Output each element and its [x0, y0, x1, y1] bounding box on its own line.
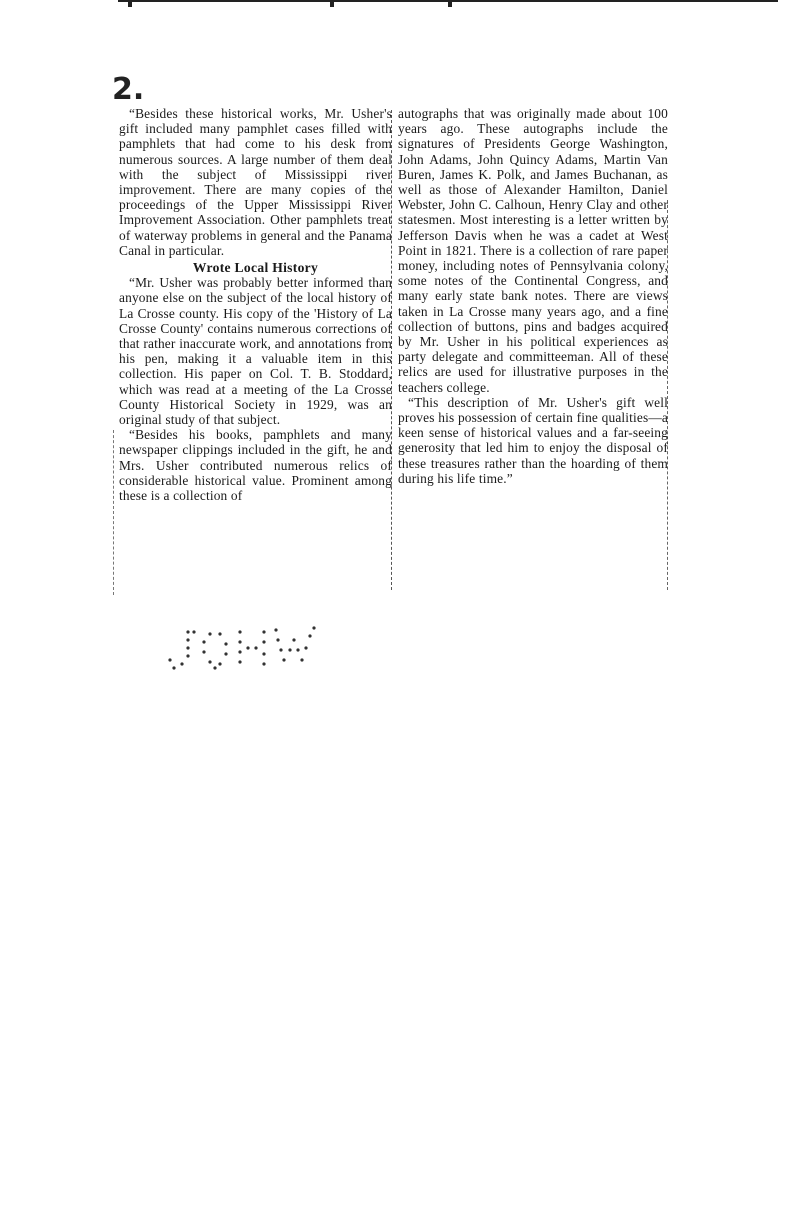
paragraph-autographs: autographs that was originally made about 100 years ago. These autographs include the signatures of Presidents George Washington, John Adams, John Quincy Adams, Martin Van Buren, James K. Polk, and James Buchanan, as well as those of Alexander Hamilton, Daniel Webster, John C. Calhoun, Henry Clay and other statesmen. Most interesting is a letter written by Jefferson Davis when he was a cadet at West Point in 1821. There is a collection of rare paper money, including notes of Pennsylvania colony, some notes of the Continental Congress, and many early state bank notes. There are views taken in La Crosse many years ago, and a fine collection of buttons, pins and badges acquired by Mr. Usher in his political experiences as party delegate and committeeman. All of these relics are used for illustrative purposes in the teachers college.	[398, 106, 668, 395]
paragraph-local-history: “Mr. Usher was probably better informed than anyone else on the subject of the local history of La Crosse county. His copy of the 'History of La Crosse County' contains numerous corrections of that rather inaccurate work, and annotations from his pen, making it a valuable item in this collection. His paper on Col. T. B. Stoddard, which was read at a meeting of the La Crosse County Historical Society in 1929, was an original study of that subject.	[119, 275, 392, 428]
right-column	[394, 106, 668, 486]
page-number: 2.	[112, 72, 145, 107]
left-column	[115, 106, 392, 503]
top-mark-center	[330, 0, 334, 7]
subheading: Wrote Local History	[192, 260, 319, 276]
paragraph-relics: “Besides his books, pamphlets and many newspaper clippings included in the gift, he and Mrs. Usher contributed numerous relics of considerable historical value. Prominent among these is a collection of	[119, 427, 392, 504]
top-mark-right	[448, 0, 452, 7]
perforation-dots-icon	[168, 624, 318, 674]
clipping-edge-left	[113, 430, 114, 595]
perforation-stamp	[168, 624, 318, 674]
top-mark-left	[128, 0, 132, 7]
paragraph-pamphlets: “Besides these historical works, Mr. Usher's gift included many pamphlet cases filled with pamphlets that had come to his desk from numerous sources. A large number of them deal with the subject of Mississippi river improvement. There are many copies of the proceedings of the Upper Mississippi River Improvement Association. Other pamphlets treat of waterway problems in general and the Panama Canal in particular.	[119, 106, 392, 258]
paragraph-conclusion: “This description of Mr. Usher's gift well proves his possession of certain fine qualities—a keen sense of historical values and a far-seeing generosity that led him to enjoy the disposal of these treasures rather than the hoarding of them during his life time.”	[398, 394, 668, 486]
